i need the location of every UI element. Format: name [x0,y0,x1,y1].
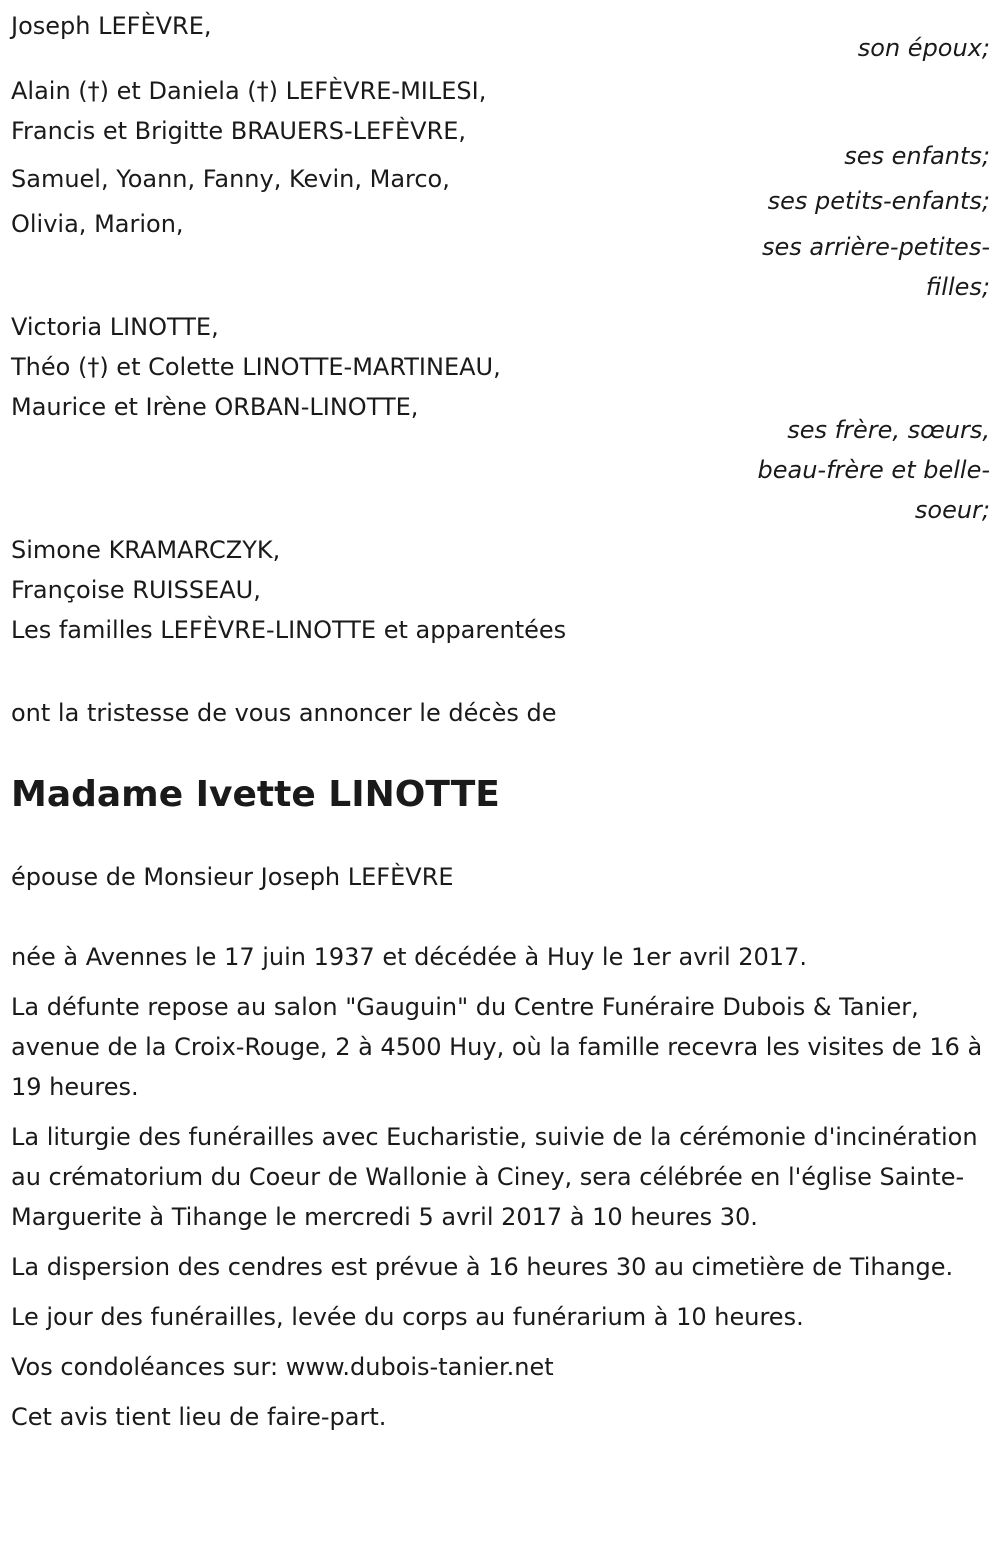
others-line-1: Simone KRAMARCZYK, [11,536,281,564]
grandchildren-role: ses petits-enfants; [767,187,990,215]
siblings-line-1: Victoria LINOTTE, [11,313,219,341]
others-line-2: Françoise RUISSEAU, [11,576,261,604]
siblings-group [11,307,990,530]
great-grandchildren-role-2: filles; [925,273,990,301]
spouse-role: son époux; [857,34,990,62]
siblings-role-3: soeur; [914,496,990,524]
deceased-name: Madame Ivette LINOTTE [11,774,500,815]
siblings-line-2: Théo (†) et Colette LINOTTE-MARTINEAU, [11,353,501,381]
great-grandchildren-role-1: ses arrière-petites- [762,233,990,261]
children-role: ses enfants; [844,142,990,170]
visitation-text: La défunte repose au salon "Gauguin" du Centre Funéraire Dubois & Tanier, avenue de la Croix-Rouge, 2 à 4500 Huy, où la famille recevra les visites de 16 à 19 heures. [11,993,983,1101]
siblings-role-1: ses frère, sœurs, [787,416,990,444]
spouse-group [11,6,990,68]
birth-death-text: née à Avennes le 17 juin 1937 et décédée à Huy le 1er avril 2017. [11,943,807,971]
condolences-text: Vos condoléances sur: www.dubois-tanier.net [11,1353,554,1381]
funeral-day-text: Le jour des funérailles, levée du corps au funérarium à 10 heures. [11,1303,804,1331]
others-group [11,530,990,650]
liturgy-text: La liturgie des funérailles avec Eucharistie, suivie de la cérémonie d'incinération au crématorium du Coeur de Wallonie à Ciney, sera célébrée en l'église Sainte-Marguerite à Tihange le mercredi 5 avril 2017 à 10 heures 30. [11,1123,978,1231]
obituary-notice [11,6,990,1447]
children-line-1: Alain (†) et Daniela (†) LEFÈVRE-MILESI, [11,77,487,105]
notice-text: Cet avis tient lieu de faire-part. [11,1403,387,1431]
siblings-role-2: beau-frère et belle- [757,456,990,484]
great-grandchildren-names: Olivia, Marion, [11,210,184,238]
grandchildren-names: Samuel, Yoann, Fanny, Kevin, Marco, [11,165,450,193]
spouse-of-line: épouse de Monsieur Joseph LEFÈVRE [11,863,454,891]
children-line-2: Francis et Brigitte BRAUERS-LEFÈVRE, [11,117,467,145]
announcement-text: ont la tristesse de vous annoncer le décès de [11,699,557,727]
others-line-3: Les familles LEFÈVRE-LINOTTE et apparentées [11,616,567,644]
spouse-name: Joseph LEFÈVRE, [11,12,212,40]
dispersion-text: La dispersion des cendres est prévue à 16 heures 30 au cimetière de Tihange. [11,1253,954,1281]
siblings-line-3: Maurice et Irène ORBAN-LINOTTE, [11,393,419,421]
